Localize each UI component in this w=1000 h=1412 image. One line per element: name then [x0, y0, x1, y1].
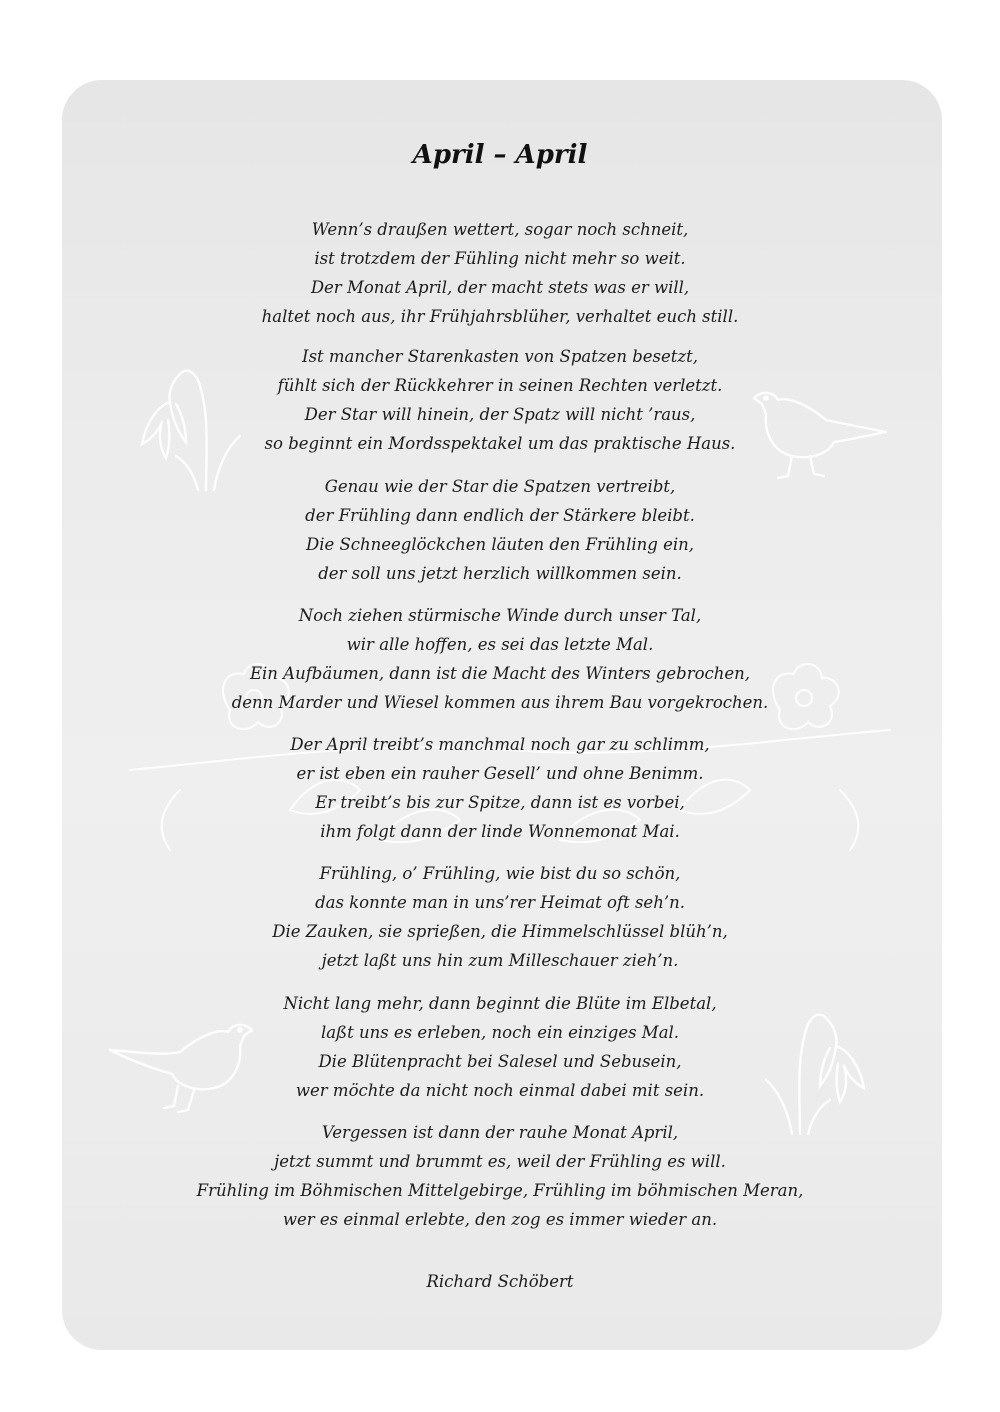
stanza-6: [0, 859, 1000, 975]
poem-line: der Frühling dann endlich der Stärkere bleibt.: [305, 506, 695, 525]
poem-line: Genau wie der Star die Spatzen vertreibt,: [324, 477, 676, 496]
poem-line: wer möchte da nicht noch einmal dabei mit sein.: [295, 1081, 705, 1100]
stanza-3: [0, 472, 1000, 588]
poem-title: April – April: [412, 140, 588, 170]
poem-line: jetzt summt und brummt es, weil der Frühling es will.: [274, 1152, 726, 1171]
poem-line: so beginnt ein Mordsspektakel um das praktische Haus.: [264, 434, 736, 453]
poem-line: ist trotzdem der Fühling nicht mehr so weit.: [314, 249, 686, 268]
poem-line: Ist mancher Starenkasten von Spatzen besetzt,: [302, 347, 698, 366]
poem-line: der soll uns jetzt herzlich willkommen sein.: [318, 564, 682, 583]
poem-line: jetzt laßt uns hin zum Milleschauer zieh’n.: [321, 951, 679, 970]
poem-line: Noch ziehen stürmische Winde durch unser Tal,: [298, 606, 702, 625]
stanza-1: [0, 215, 1000, 331]
poem-line: Frühling, o’ Frühling, wie bist du so schön,: [319, 864, 681, 883]
poem-author: Richard Schöbert: [426, 1272, 574, 1291]
poem-line: Der April treibt’s manchmal noch gar zu schlimm,: [290, 735, 710, 754]
poem-line: Wenn’s draußen wettert, sogar noch schneit,: [311, 220, 689, 239]
poem-line: Vergessen ist dann der rauhe Monat April,: [321, 1123, 679, 1142]
stanza-5: [0, 730, 1000, 846]
poem-line: Die Schneeglöckchen läuten den Frühling ein,: [305, 535, 695, 554]
poem-line: Er treibt’s bis zur Spitze, dann ist es vorbei,: [315, 793, 685, 812]
poem-line: wir alle hoffen, es sei das letzte Mal.: [346, 635, 654, 654]
poem-line: ihm folgt dann der linde Wonnemonat Mai.: [320, 822, 680, 841]
stanza-7: [0, 989, 1000, 1105]
poem-line: laßt uns es erleben, noch ein einziges Mal.: [320, 1023, 680, 1042]
poem-line: wer es einmal erlebte, den zog es immer wieder an.: [282, 1210, 718, 1229]
poem-line: Der Star will hinein, der Spatz will nicht ’raus,: [304, 405, 696, 424]
poem-line: Ein Aufbäumen, dann ist die Macht des Winters gebrochen,: [249, 664, 751, 683]
poem-line: haltet noch aus, ihr Frühjahrsblüher, verhaltet euch still.: [261, 307, 739, 326]
poem-line: denn Marder und Wiesel kommen aus ihrem Bau vorgekrochen.: [231, 693, 769, 712]
poem-line: das konnte man in uns’rer Heimat oft seh’n.: [315, 893, 685, 912]
poem-line: er ist eben ein rauher Gesell’ und ohne Benimm.: [296, 764, 704, 783]
poem-line: Die Blütenpracht bei Salesel und Sebusein,: [318, 1052, 682, 1071]
poem-line: Frühling im Böhmischen Mittelgebirge, Frühling im böhmischen Meran,: [196, 1181, 804, 1200]
stanza-2: [0, 342, 1000, 458]
poem-line: Der Monat April, der macht stets was er will,: [310, 278, 690, 297]
stanza-8: [0, 1118, 1000, 1234]
poem-line: fühlt sich der Rückkehrer in seinen Rechten verletzt.: [277, 376, 723, 395]
poem-line: Nicht lang mehr, dann beginnt die Blüte im Elbetal,: [283, 994, 717, 1013]
stanza-4: [0, 601, 1000, 717]
poem-line: Die Zauken, sie sprießen, die Himmelschlüssel blüh’n,: [272, 922, 728, 941]
